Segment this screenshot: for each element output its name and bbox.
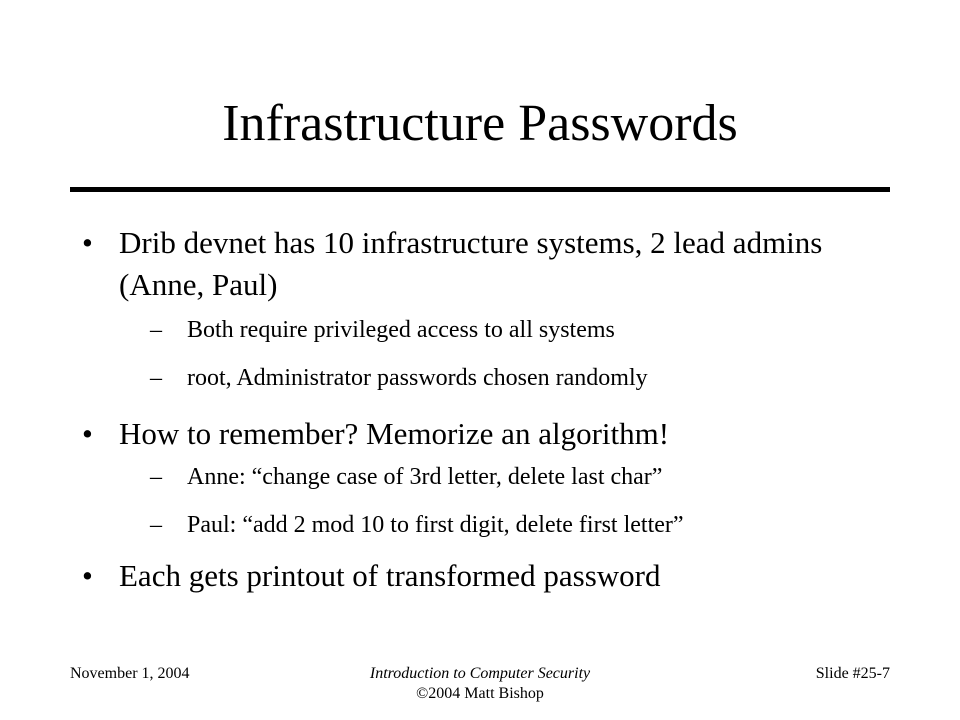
dash-glyph: – xyxy=(150,512,162,538)
dash-glyph: – xyxy=(150,317,162,343)
bullet-glyph: • xyxy=(82,225,93,260)
slide-title: Infrastructure Passwords xyxy=(222,95,738,152)
bullet-text: Drib devnet has 10 infrastructure systems, 2 lead admins (Anne, Paul) xyxy=(119,225,823,302)
bullet-text: Each gets printout of transformed password xyxy=(119,558,661,593)
footer-slide-number: Slide #25-7 xyxy=(815,665,890,682)
dash-glyph: – xyxy=(150,464,162,490)
sub-item-text: Anne: “change case of 3rd letter, delete last char” xyxy=(187,464,663,490)
footer-course-info xyxy=(280,664,680,704)
footer-date: November 1, 2004 xyxy=(70,665,190,682)
sub-item-text: Both require privileged access to all systems xyxy=(187,317,615,343)
sub-item-text: Paul: “add 2 mod 10 to first digit, delete first letter” xyxy=(187,512,684,538)
sub-item-text: root, Administrator passwords chosen randomly xyxy=(187,365,648,391)
footer-copyright: ©2004 Matt Bishop xyxy=(416,685,544,702)
bullet-glyph: • xyxy=(82,558,93,593)
dash-glyph: – xyxy=(150,365,162,391)
bullet-text: How to remember? Memorize an algorithm! xyxy=(119,416,670,451)
bullet-glyph: • xyxy=(82,416,93,451)
footer-course: Introduction to Computer Security xyxy=(369,665,591,682)
